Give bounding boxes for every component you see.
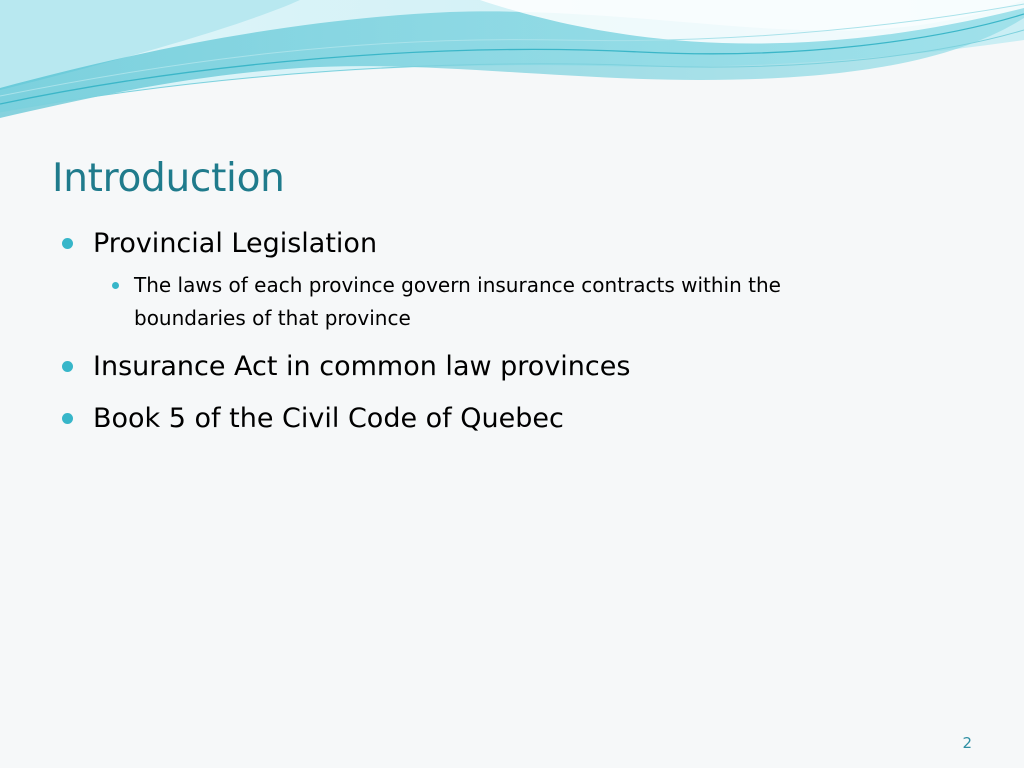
sub-bullet-text: The laws of each province govern insurance contracts within the boundaries of that province bbox=[134, 273, 781, 330]
bullet-text: Insurance Act in common law provinces bbox=[93, 351, 631, 382]
bullet-dot-icon bbox=[62, 361, 73, 372]
bullet-list bbox=[62, 224, 962, 439]
slide-number: 2 bbox=[962, 734, 972, 752]
bullet-text: Provincial Legislation bbox=[93, 228, 378, 259]
header-wave-decoration bbox=[0, 0, 1024, 130]
bullet-item bbox=[62, 347, 962, 387]
bullet-item bbox=[62, 224, 962, 335]
sub-bullet-dot-icon bbox=[112, 282, 119, 289]
bullet-item bbox=[62, 399, 962, 439]
sub-bullet-list bbox=[93, 269, 962, 335]
bullet-dot-icon bbox=[62, 238, 73, 249]
bullet-text: Book 5 of the Civil Code of Quebec bbox=[93, 403, 564, 434]
sub-bullet-item bbox=[103, 269, 894, 335]
bullet-dot-icon bbox=[62, 413, 73, 424]
slide-title: Introduction bbox=[52, 156, 285, 201]
